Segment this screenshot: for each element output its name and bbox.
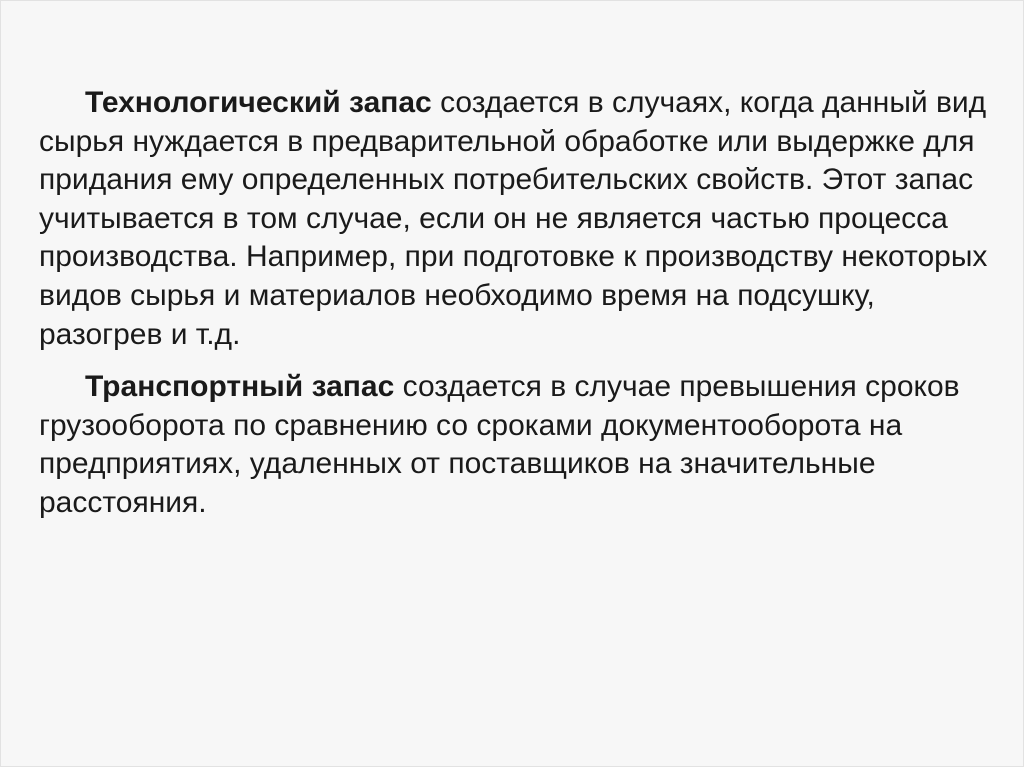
paragraph-text: создается в случае превышения сроков грузооборота по сравнению со сроками документооборота на предприятиях, удаленных от поставщиков на значительные расстояния. xyxy=(39,370,960,519)
paragraph-technological-stock xyxy=(39,84,989,354)
term-transport-stock: Транспортный запас xyxy=(85,370,395,404)
paragraph-text: создается в случаях, когда данный вид сырья нуждается в предварительной обработке или выдержке для придания ему определенных потребительских свойств. Этот запас учитывается в том случае, если он не является частью процесса производства. Например, при подготовке к производству некоторых видов сырья и материалов необходимо время на подсушку, разогрев и т.д. xyxy=(39,86,988,351)
slide-body xyxy=(39,84,989,523)
paragraph-transport-stock xyxy=(39,368,989,522)
term-technological-stock: Технологический запас xyxy=(85,86,432,119)
